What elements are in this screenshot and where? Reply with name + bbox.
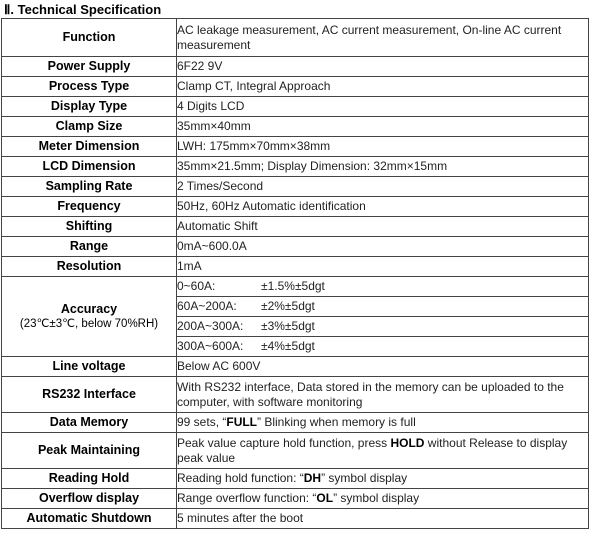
row-label: Line voltage (2, 357, 177, 377)
value-text: ” Blinking when memory is full (257, 415, 416, 429)
value-text: without Release to display peak value (177, 435, 568, 465)
accuracy-range: 0~60A: (177, 279, 216, 293)
value-bold: DH (303, 471, 322, 485)
table-row (2, 77, 589, 97)
accuracy-value: ±2%±5dgt (261, 299, 315, 313)
row-value (177, 489, 589, 509)
value-bold: OL (316, 491, 334, 505)
row-label: Process Type (2, 77, 177, 97)
row-value: 1mA (177, 257, 589, 277)
row-label: Display Type (2, 97, 177, 117)
row-value (177, 469, 589, 489)
accuracy-condition: (23℃±3℃, below 70%RH) (19, 317, 159, 330)
table-row (2, 413, 589, 433)
accuracy-label-cell (2, 277, 177, 357)
value-bold: HOLD (390, 435, 425, 450)
row-value: 2 Times/Second (177, 177, 589, 197)
row-label: Sampling Rate (2, 177, 177, 197)
table-row (2, 257, 589, 277)
table-row (2, 469, 589, 489)
table-row (2, 217, 589, 237)
accuracy-value: ±3%±5dgt (261, 319, 315, 333)
row-value: AC leakage measurement, AC current measurement, On-line AC current measurement (177, 19, 589, 57)
row-label: RS232 Interface (2, 377, 177, 413)
table-row (2, 57, 589, 77)
row-label: Power Supply (2, 57, 177, 77)
row-label: Overflow display (2, 489, 177, 509)
row-label: Frequency (2, 197, 177, 217)
accuracy-range: 300A~600A: (177, 339, 244, 353)
row-value: Automatic Shift (177, 217, 589, 237)
row-value (177, 433, 589, 469)
row-value: 0mA~600.0A (177, 237, 589, 257)
page-title: Ⅱ. Technical Specification (4, 2, 162, 17)
row-value: LWH: 175mm×70mm×38mm (177, 137, 589, 157)
accuracy-range: 200A~300A: (177, 319, 244, 333)
row-value: 35mm×21.5mm; Display Dimension: 32mm×15mm (177, 157, 589, 177)
row-value: Below AC 600V (177, 357, 589, 377)
row-value: 5 minutes after the boot (177, 509, 589, 529)
accuracy-row (177, 277, 589, 297)
accuracy-range: 60A~200A: (177, 299, 237, 313)
value-text: Range overflow function: “ (177, 491, 317, 505)
value-bold: FULL (226, 415, 258, 429)
row-value: 50Hz, 60Hz Automatic identification (177, 197, 589, 217)
row-label: Function (2, 19, 177, 57)
table-row (2, 357, 589, 377)
row-label: Meter Dimension (2, 137, 177, 157)
accuracy-label: Accuracy (60, 301, 118, 316)
table-row (2, 277, 589, 297)
table-row (2, 157, 589, 177)
accuracy-value: ±1.5%±5dgt (261, 279, 325, 293)
value-text: ” symbol display (333, 491, 420, 505)
accuracy-value: ±4%±5dgt (261, 339, 315, 353)
table-row (2, 197, 589, 217)
row-label: Reading Hold (2, 469, 177, 489)
accuracy-row (177, 317, 589, 337)
table-row (2, 489, 589, 509)
table-row (2, 177, 589, 197)
row-label: Range (2, 237, 177, 257)
table-row (2, 137, 589, 157)
table-row (2, 509, 589, 529)
row-value: With RS232 interface, Data stored in the memory can be uploaded to the computer, with software monitoring (177, 377, 589, 413)
row-value: 6F22 9V (177, 57, 589, 77)
row-value (177, 413, 589, 433)
row-label: Clamp Size (2, 117, 177, 137)
value-text: ” symbol display (321, 471, 408, 485)
value-text: Reading hold function: “ (177, 471, 304, 485)
row-label: Peak Maintaining (2, 433, 177, 469)
table-row (2, 19, 589, 57)
value-text: 99 sets, “ (177, 415, 227, 429)
row-label: Automatic Shutdown (2, 509, 177, 529)
table-row (2, 433, 589, 469)
row-value: Clamp CT, Integral Approach (177, 77, 589, 97)
spec-table (1, 18, 589, 529)
row-label: Resolution (2, 257, 177, 277)
table-row (2, 117, 589, 137)
table-row (2, 97, 589, 117)
value-text: Peak value capture hold function, press (177, 435, 391, 450)
table-row (2, 237, 589, 257)
accuracy-row (177, 297, 589, 317)
table-row (2, 377, 589, 413)
row-label: LCD Dimension (2, 157, 177, 177)
row-value: 35mm×40mm (177, 117, 589, 137)
row-label: Shifting (2, 217, 177, 237)
row-label: Data Memory (2, 413, 177, 433)
row-value: 4 Digits LCD (177, 97, 589, 117)
accuracy-row (177, 337, 589, 357)
